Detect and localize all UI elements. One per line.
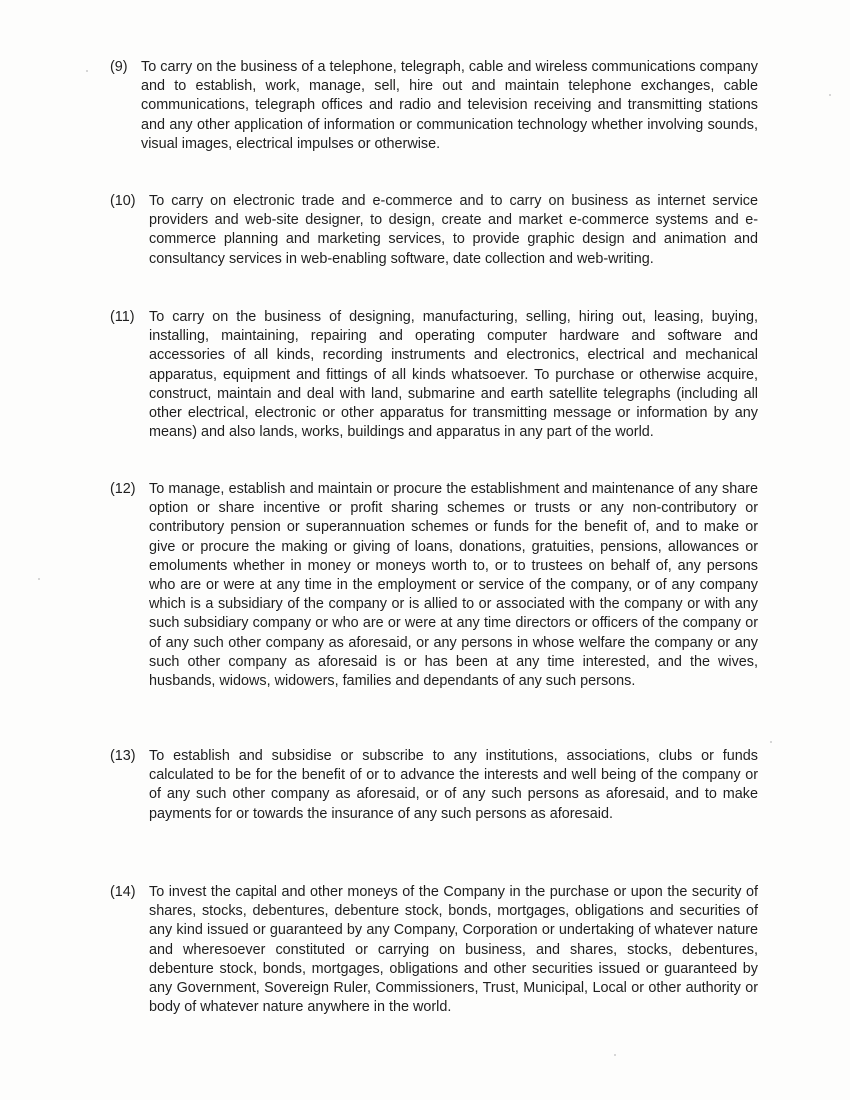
clause-number: (11) [110,309,135,325]
clause-13 [110,747,758,824]
clause-number: (14) [110,884,136,900]
scan-speck [614,1054,616,1056]
scan-speck [38,578,40,580]
clause-number: (13) [110,748,136,764]
clause-11 [110,308,758,442]
clause-number: (12) [110,481,136,497]
clause-12 [110,480,758,691]
clause-text: To establish and subsidise or subscribe to any institutions, associations, clubs or funds calculated to be for the benefit of or to advance the interests and well being of the company or of any such other company as aforesaid, or of any such persons as aforesaid, and to make payments for or towards the insurance of any such persons as aforesaid. [149,748,758,822]
clause-14 [110,883,758,1017]
clause-10 [110,192,758,269]
clause-text: To invest the capital and other moneys of the Company in the purchase or upon the security of shares, stocks, debentures, debenture stock, bonds, mortgages, obligations and securities of any kind issued or guaranteed by any Company, Corporation or undertaking of whatever nature and wheresoever constituted or carrying on business, and shares, stocks, debentures, debenture stock, bonds, mortgages, obligations and other securities issued or guaranteed by any Government, Sovereign Ruler, Commissioners, Trust, Municipal, Local or other authority or body of whatever nature anywhere in the world. [149,884,758,1016]
clause-text: To manage, establish and maintain or procure the establishment and maintenance of any share option or share incentive or profit sharing schemes or trusts or any non-contributory or contributory pension or superannuation schemes or funds for the benefit of, and to make or give or procure the making or giving of loans, donations, gratuities, pensions, allowances or emoluments whether in money or moneys worth to, or to trustees on behalf of, any persons who are or were at any time in the employment or service of the company, or of any company which is a subsidiary of the company or is allied to or associated with the company or with any such subsidiary company or who are or were at any time directors or officers of the company or of any such other company as aforesaid, or any persons in whose welfare the company or any such other company as aforesaid is or has been at any time interested, and the wives, husbands, widows, widowers, families and dependants of any such persons. [149,481,758,690]
clause-9 [110,58,758,154]
scan-speck [86,70,88,72]
clause-text: To carry on the business of designing, manufacturing, selling, hiring out, leasing, buying, installing, maintaining, repairing and operating computer hardware and software and accessories of all kinds, recording instruments and electronics, electrical and mechanical apparatus, equipment and fittings of all kinds whatsoever. To purchase or otherwise acquire, construct, maintain and deal with land, submarine and earth satellite telegraphs (including all other electrical, electronic or other apparatus for transmitting message or information by any means) and also lands, works, buildings and apparatus in any part of the world. [149,309,758,441]
clause-number: (9) [110,59,128,75]
scan-speck [770,741,772,743]
clause-number: (10) [110,193,136,209]
clause-text: To carry on electronic trade and e-commerce and to carry on business as internet service providers and web-site designer, to design, create and market e-commerce systems and e-commerce planning and marketing services, to provide graphic design and animation and consultancy services in web-enabling software, date collection and web-writing. [149,193,758,267]
scan-speck [829,94,831,96]
clause-text: To carry on the business of a telephone, telegraph, cable and wireless communications company and to establish, work, manage, sell, hire out and maintain telephone exchanges, cable communications, telegraph offices and radio and television receiving and transmitting stations and any other application of information or communication technology whether involving sounds, visual images, electrical impulses or otherwise. [141,59,758,152]
